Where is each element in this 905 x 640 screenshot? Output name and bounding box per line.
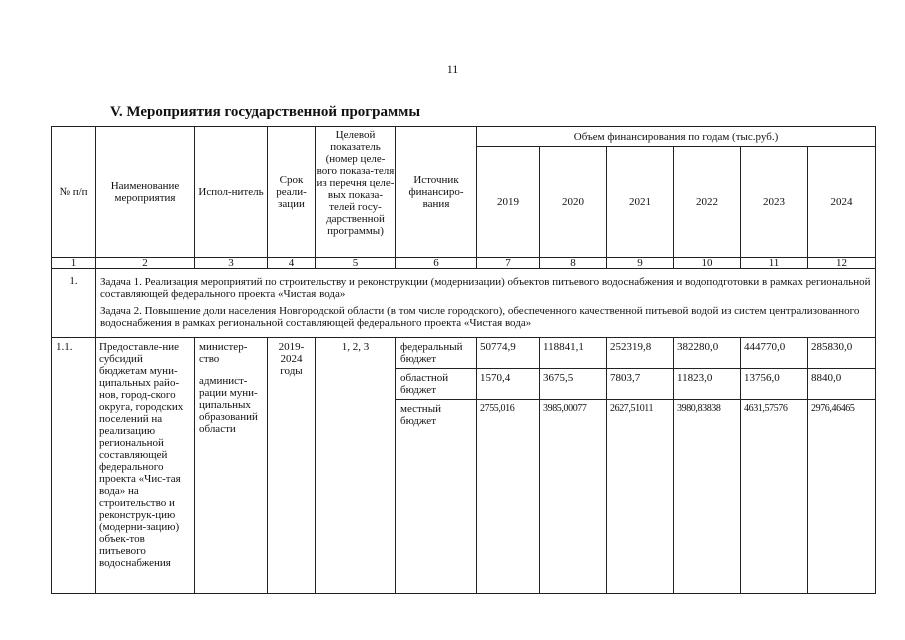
amount-cell: 50774,9 (477, 338, 540, 369)
task-row (52, 269, 876, 338)
column-number: 5 (316, 258, 396, 269)
header-year: 2024 (808, 147, 876, 258)
amount-cell: 2976,46465 (808, 400, 876, 594)
task-1-text: Задача 1. Реализация мероприятий по строительству и реконструкции (модернизации) объектов питьевого водоснабжения и водоподготовки в рамках региональной составляющей федерального проекта «Чистая вода» (100, 276, 871, 300)
header-term: Срок реали-зации (268, 127, 316, 258)
header-row-1 (52, 127, 876, 147)
executor-administrations: админист-рации муни-ципальных образований области (199, 375, 258, 435)
column-number: 7 (477, 258, 540, 269)
column-number: 1 (52, 258, 96, 269)
amount-cell: 7803,7 (607, 369, 674, 400)
amount-cell: 2627,51011 (607, 400, 674, 594)
executor-ministry: министер-ство (199, 341, 248, 365)
source-label: федеральный бюджет (396, 338, 477, 369)
section-title: V. Мероприятия государственной программы (110, 104, 421, 120)
header-target: Целевой показатель (номер целе-вого показа-теля из перечня целе-вых показа-телей госу-дарственной программы) (316, 127, 396, 258)
source-label: областной бюджет (396, 369, 477, 400)
column-number: 2 (96, 258, 195, 269)
column-number: 4 (268, 258, 316, 269)
amount-cell: 118841,1 (540, 338, 607, 369)
column-number: 10 (674, 258, 741, 269)
header-executor: Испол-нитель (195, 127, 268, 258)
amount-cell: 4631,57576 (741, 400, 808, 594)
header-year: 2023 (741, 147, 808, 258)
activity-num: 1.1. (52, 338, 96, 594)
page-number: 11 (446, 62, 459, 76)
amount-cell: 11823,0 (674, 369, 741, 400)
task-2-text: Задача 2. Повышение доли населения Новгородской области (в том числе городского), обеспеченного качественной питьевой водой из систем централизованного водоснабжения в рамках региональной составляющей федерального проекта «Чистая вода» (100, 305, 860, 329)
activity-term: 2019-2024 годы (268, 338, 316, 594)
column-number: 8 (540, 258, 607, 269)
header-year: 2022 (674, 147, 741, 258)
amount-cell: 1570,4 (477, 369, 540, 400)
task-row-num: 1. (52, 269, 96, 338)
amount-cell: 252319,8 (607, 338, 674, 369)
source-label: местный бюджет (396, 400, 477, 594)
header-name: Наименование мероприятия (96, 127, 195, 258)
amount-cell: 8840,0 (808, 369, 876, 400)
column-number: 6 (396, 258, 477, 269)
amount-cell: 13756,0 (741, 369, 808, 400)
header-num: № п/п (52, 127, 96, 258)
amount-cell: 382280,0 (674, 338, 741, 369)
activity-name: Предоставле-ние субсидий бюджетам муни-ципальных райо-нов, город-ского округа, городских поселений на реализацию региональной составляющей федерального проекта «Чис-тая вода» на строительство и реконструк-цию (модерни-зацию) объек-тов питьевого водоснабжения (96, 338, 195, 594)
header-year: 2020 (540, 147, 607, 258)
column-number: 9 (607, 258, 674, 269)
column-number: 11 (741, 258, 808, 269)
amount-cell: 3980,83838 (674, 400, 741, 594)
activity-executor (195, 338, 268, 594)
amount-cell: 3675,5 (540, 369, 607, 400)
amount-cell: 444770,0 (741, 338, 808, 369)
header-year: 2021 (607, 147, 674, 258)
amount-cell: 285830,0 (808, 338, 876, 369)
activity-target: 1, 2, 3 (316, 338, 396, 594)
amount-cell: 2755,016 (477, 400, 540, 594)
header-funding: Объем финансирования по годам (тыс.руб.) (477, 127, 876, 147)
column-number: 3 (195, 258, 268, 269)
header-source: Источник финансиро-вания (396, 127, 477, 258)
amount-cell: 3985,00077 (540, 400, 607, 594)
activity-row-federal (52, 338, 876, 369)
column-numbers-row (52, 258, 876, 269)
column-number: 12 (808, 258, 876, 269)
task-descriptions (96, 269, 876, 338)
program-activities-table (51, 126, 876, 594)
header-year: 2019 (477, 147, 540, 258)
